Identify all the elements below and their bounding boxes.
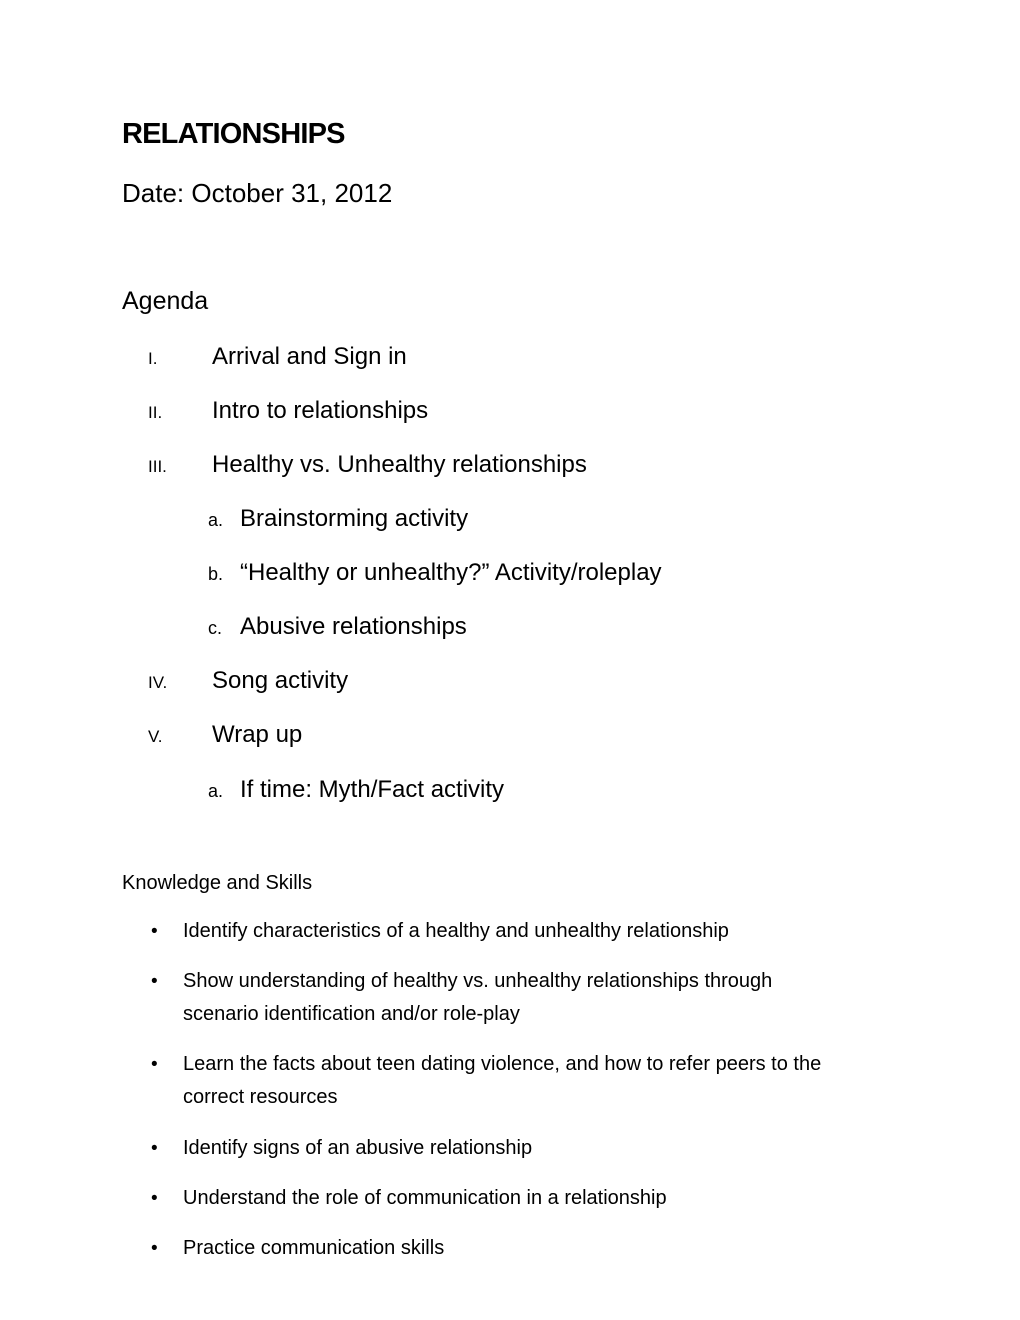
agenda-subitem xyxy=(0,505,1020,534)
agenda-item-text: Brainstorming activity xyxy=(240,505,469,532)
agenda-item-text: Abusive relationships xyxy=(240,613,467,640)
agenda-item xyxy=(0,451,1020,480)
agenda-item-text: Healthy vs. Unhealthy relationships xyxy=(212,451,587,478)
agenda-heading: Agenda xyxy=(122,287,209,315)
bullet-line: Understand the role of communication in a relationship xyxy=(183,1187,667,1209)
bullet-icon: • xyxy=(151,1054,158,1075)
bullet-icon: • xyxy=(151,1138,158,1159)
agenda-item xyxy=(0,343,1020,372)
bullet-line: correct resources xyxy=(183,1086,338,1108)
agenda-item-marker: IV. xyxy=(148,673,168,692)
agenda-item-marker: III. xyxy=(148,457,167,476)
knowledge-bullet-item xyxy=(0,1048,1020,1114)
agenda-subitem xyxy=(0,559,1020,588)
knowledge-bullet-text xyxy=(183,1048,893,1114)
bullet-line: scenario identification and/or role-play xyxy=(183,1003,520,1025)
agenda-item-text: If time: Myth/Fact activity xyxy=(240,776,505,803)
agenda-item xyxy=(0,667,1020,696)
knowledge-bullet-item xyxy=(0,1132,1020,1165)
bullet-line: Practice communication skills xyxy=(183,1237,445,1259)
knowledge-bullet-text xyxy=(183,1182,893,1215)
knowledge-bullet-item xyxy=(0,915,1020,948)
agenda-item-text: Wrap up xyxy=(212,721,303,748)
agenda-item-text: Arrival and Sign in xyxy=(212,343,407,370)
bullet-line: Identify characteristics of a healthy and unhealthy relationship xyxy=(183,920,729,942)
knowledge-bullet-item xyxy=(0,1232,1020,1265)
agenda-item-text: Intro to relationships xyxy=(212,397,429,424)
knowledge-bullet-text xyxy=(183,1232,893,1265)
agenda-item-marker: I. xyxy=(148,349,158,368)
agenda-subitem xyxy=(0,613,1020,642)
knowledge-bullet-text xyxy=(183,915,893,948)
knowledge-bullet-item xyxy=(0,1182,1020,1215)
agenda-item-marker: II. xyxy=(148,403,163,422)
knowledge-bullet-text xyxy=(183,965,893,1031)
knowledge-bullet-text xyxy=(183,1132,893,1165)
agenda-subitem xyxy=(0,776,1020,805)
agenda-item-marker: b. xyxy=(208,564,224,584)
bullet-line: Show understanding of healthy vs. unhealthy relationships through xyxy=(183,970,773,992)
agenda-item xyxy=(0,721,1020,750)
agenda-item-marker: a. xyxy=(208,781,224,801)
bullet-line: Identify signs of an abusive relationship xyxy=(183,1137,533,1159)
bullet-icon: • xyxy=(151,1238,158,1259)
agenda-item xyxy=(0,397,1020,426)
document-title: RELATIONSHIPS xyxy=(122,118,345,150)
date-line: Date: October 31, 2012 xyxy=(122,178,393,208)
agenda-item-text: “Healthy or unhealthy?” Activity/roleplay xyxy=(240,559,662,586)
bullet-icon: • xyxy=(151,1188,158,1209)
bullet-icon: • xyxy=(151,971,158,992)
bullet-line: Learn the facts about teen dating violence, and how to refer peers to the xyxy=(183,1053,822,1075)
agenda-item-marker: V. xyxy=(148,727,163,746)
agenda-item-text: Song activity xyxy=(212,667,349,694)
bullet-icon: • xyxy=(151,921,158,942)
knowledge-heading: Knowledge and Skills xyxy=(122,872,313,894)
agenda-item-marker: c. xyxy=(208,618,223,638)
agenda-item-marker: a. xyxy=(208,510,224,530)
knowledge-bullet-item xyxy=(0,965,1020,1031)
